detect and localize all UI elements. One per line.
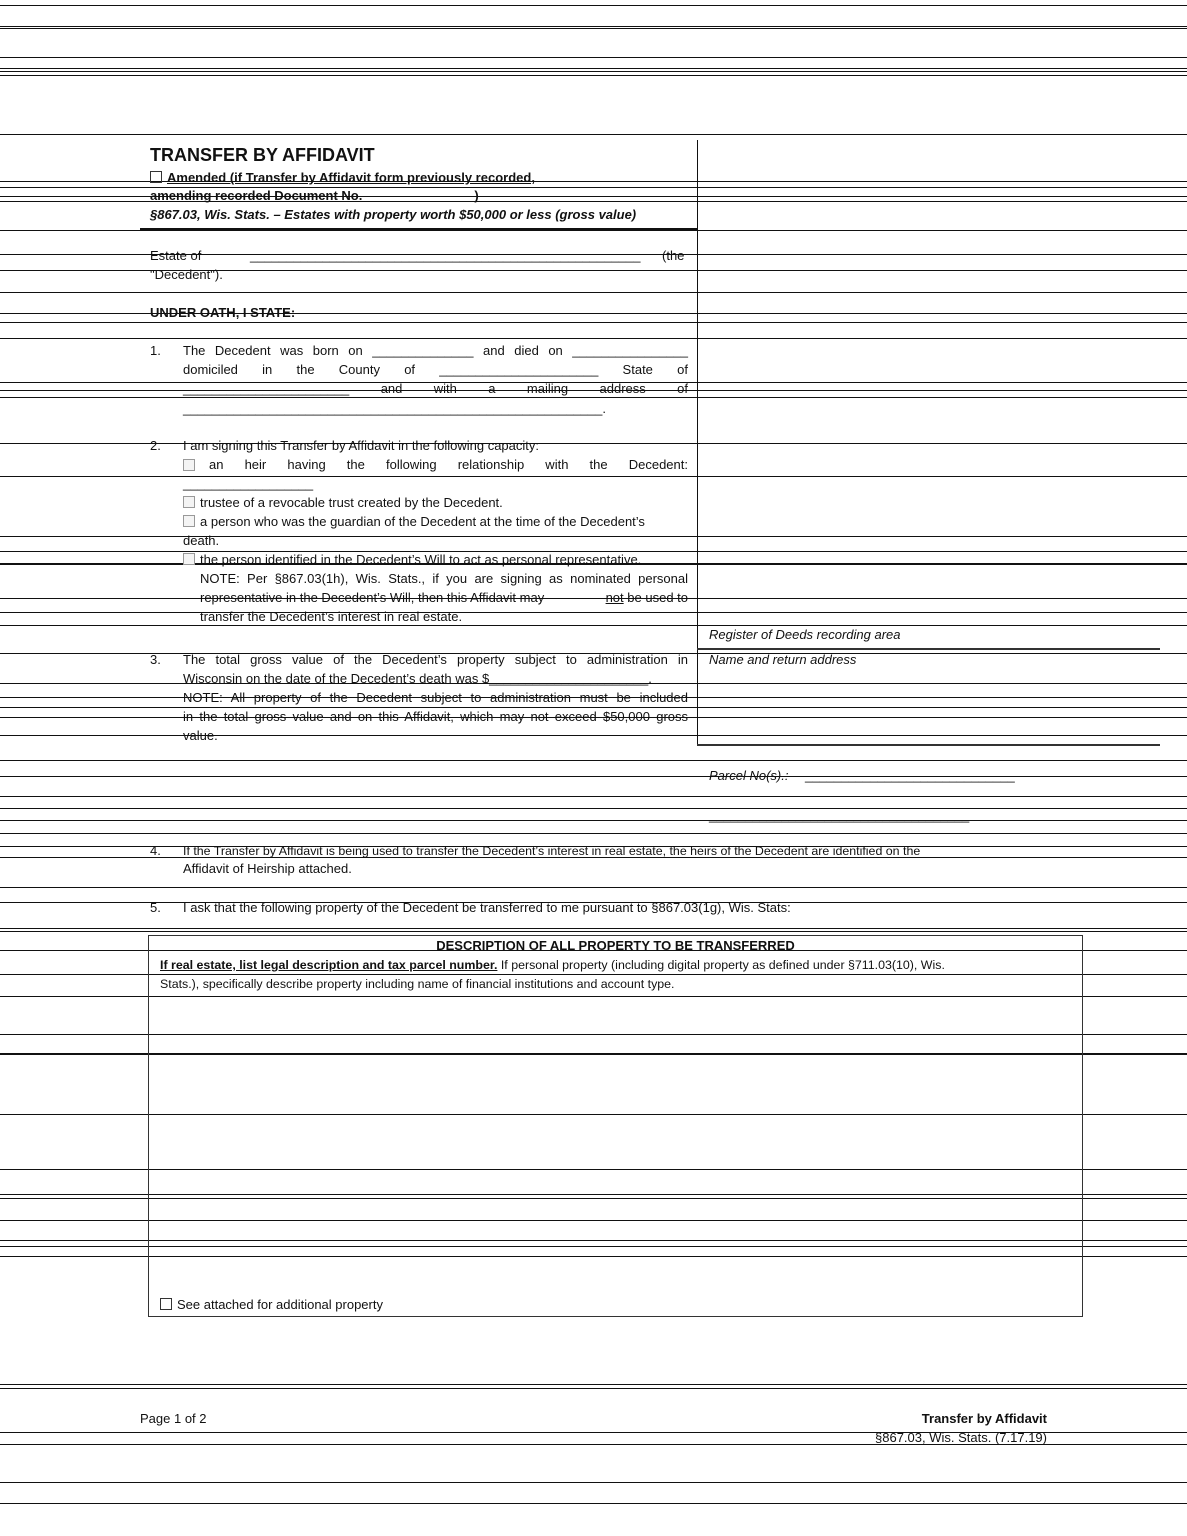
item1-line1[interactable]: The Decedent was born on ______________ and died on ________________: [183, 343, 688, 358]
rule-line: [0, 707, 1187, 708]
item4-line2: Affidavit of Heirship attached.: [183, 861, 352, 876]
rule-line: [0, 796, 1187, 797]
parcel-field[interactable]: _____________________________: [805, 768, 1015, 783]
pr-note-line3: transfer the Decedent’s interest in real estate.: [200, 609, 463, 624]
item5-text: I ask that the following property of the Decedent be transferred to me pursuant to §867.03(1g), Wis. Stats:: [183, 900, 791, 915]
item3-note1: NOTE: All property of the Decedent subject to administration must be included: [183, 690, 688, 705]
amended-option[interactable]: [150, 170, 535, 186]
rule-line: [0, 443, 1187, 444]
estate-name-field[interactable]: ______________________________________________________: [250, 248, 641, 263]
guardian-checkbox[interactable]: [183, 515, 195, 527]
see-attached-label: See attached for additional property: [177, 1297, 383, 1312]
header-rule: [140, 228, 698, 230]
guardian-label-cont: death.: [183, 533, 220, 548]
pr-note-line1: NOTE: Per §867.03(1h), Wis. Stats., if you are signing as nominated personal: [200, 571, 688, 586]
footer-form-name: Transfer by Affidavit: [921, 1411, 1047, 1426]
rule-line: [0, 887, 1187, 888]
rule-line: [0, 735, 1187, 736]
parcel-field-2[interactable]: ____________________________________: [709, 808, 970, 823]
rule-line: [0, 1503, 1187, 1504]
rule-line: [0, 760, 1187, 761]
rule-line: [0, 134, 1187, 135]
rule-line: [0, 820, 1187, 821]
rule-line: [0, 536, 1187, 537]
see-attached-option[interactable]: [160, 1297, 383, 1313]
rule-line: [0, 230, 1187, 231]
rule-line: [0, 625, 1187, 626]
pr-note-text: representative in the Decedent’s Will, then this Affidavit may: [200, 590, 545, 605]
item1-line3[interactable]: _______________________ and with a mailing address of: [183, 381, 688, 396]
rule-line: [0, 26, 1187, 27]
amended-checkbox[interactable]: [150, 171, 162, 183]
recording-bottom-rule: [697, 744, 1160, 746]
property-instr-bold: If real estate, list legal description and tax parcel number.: [160, 958, 498, 972]
amended-doc-number: amending recorded Document No. _______________): [150, 188, 479, 203]
item4-line1: If the Transfer by Affidavit is being used to transfer the Decedent’s interest in real estate, the heirs of the Decedent are identified on the: [183, 844, 921, 858]
rule-line: [0, 1384, 1187, 1385]
estate-decedent: "Decedent").: [150, 267, 223, 282]
personal-rep-checkbox[interactable]: [183, 553, 195, 565]
property-box-title: DESCRIPTION OF ALL PROPERTY TO BE TRANSFERRED: [436, 938, 795, 953]
oath-heading: UNDER OATH, I STATE:: [150, 305, 296, 320]
rule-line: [0, 68, 1187, 69]
rule-line: [0, 338, 1187, 339]
rule-line: [0, 57, 1187, 58]
gross-value-field[interactable]: Wisconsin on the date of the Decedent’s death was $______________________.: [183, 671, 652, 686]
item-number: 3.: [150, 652, 161, 667]
personal-rep-label: the person identified in the Decedent’s Will to act as personal representative.: [200, 552, 642, 567]
rule-line: [0, 71, 1187, 72]
return-address-label: Name and return address: [709, 652, 857, 667]
item3-line1: The total gross value of the Decedent’s property subject to administration in: [183, 652, 688, 667]
rule-line: [0, 5, 1187, 6]
option-trustee[interactable]: [183, 495, 503, 511]
item1-line2[interactable]: domiciled in the County of ______________________ State of: [183, 362, 688, 377]
rule-line: [0, 1388, 1187, 1389]
item2-intro: I am signing this Transfer by Affidavit in the following capacity:: [183, 438, 539, 453]
property-instr-rest: If personal property (including digital property as defined under §711.03(10), Wis.: [497, 958, 945, 972]
item1-address-field[interactable]: __________________________________________________________.: [183, 401, 606, 416]
item-number: 2.: [150, 438, 161, 453]
recording-rule: [697, 648, 1160, 650]
rule-line: [0, 397, 1187, 398]
see-attached-checkbox[interactable]: [160, 1298, 172, 1310]
rule-line: [0, 476, 1187, 477]
rule-line: [0, 292, 1187, 293]
rule-line: [0, 808, 1187, 809]
heir-label: an heir having the following relationship with the Decedent:: [209, 457, 688, 472]
amended-label: Amended (if Transfer by Affidavit form previously recorded,: [167, 170, 535, 185]
page-title: TRANSFER BY AFFIDAVIT: [150, 145, 375, 165]
item3-note2: in the total gross value and on this Affidavit, which may not exceed $50,000 gross: [183, 709, 688, 724]
pr-note-text: be used to: [627, 590, 688, 605]
guardian-label: a person who was the guardian of the Decedent at the time of the Decedent’s: [200, 514, 645, 529]
rule-line: [0, 931, 1187, 932]
item3-note3: value.: [183, 728, 218, 743]
rule-line: [0, 833, 1187, 834]
property-instructions-2: Stats.), specifically describe property including name of financial institutions and account type.: [160, 977, 675, 991]
rule-line: [0, 1482, 1187, 1483]
recording-area-label: Register of Deeds recording area: [709, 627, 901, 642]
pr-note-line2: [200, 590, 688, 606]
estate-the: (the: [662, 248, 685, 263]
pr-note-text: [606, 590, 688, 606]
rule-line: [0, 612, 1187, 613]
item-number: 4.: [150, 843, 161, 858]
item-number: 5.: [150, 900, 161, 915]
page-number: Page 1 of 2: [140, 1411, 207, 1426]
option-guardian[interactable]: [183, 514, 645, 530]
estate-label: Estate of: [150, 248, 202, 263]
footer-form-ref: §867.03, Wis. Stats. (7.17.19): [875, 1430, 1047, 1445]
heir-checkbox[interactable]: [183, 459, 195, 471]
column-divider: [697, 140, 698, 745]
rule-line: [0, 322, 1187, 323]
property-description-box[interactable]: [148, 935, 1083, 1317]
trustee-label: trustee of a revocable trust created by the Decedent.: [200, 495, 503, 510]
property-instructions: [160, 957, 945, 973]
trustee-checkbox[interactable]: [183, 496, 195, 508]
rule-line: [0, 928, 1187, 929]
rule-line: [0, 75, 1187, 76]
item-number: 1.: [150, 343, 161, 358]
rule-line: [0, 28, 1187, 29]
option-heir[interactable]: [183, 457, 688, 473]
statute-subtitle: §867.03, Wis. Stats. – Estates with property worth $50,000 or less (gross value): [150, 207, 637, 222]
option-personal-rep[interactable]: [183, 552, 641, 568]
pr-note-not: not: [605, 590, 624, 605]
parcel-label: Parcel No(s).:: [709, 768, 789, 783]
heir-relationship-field[interactable]: __________________: [183, 476, 314, 491]
